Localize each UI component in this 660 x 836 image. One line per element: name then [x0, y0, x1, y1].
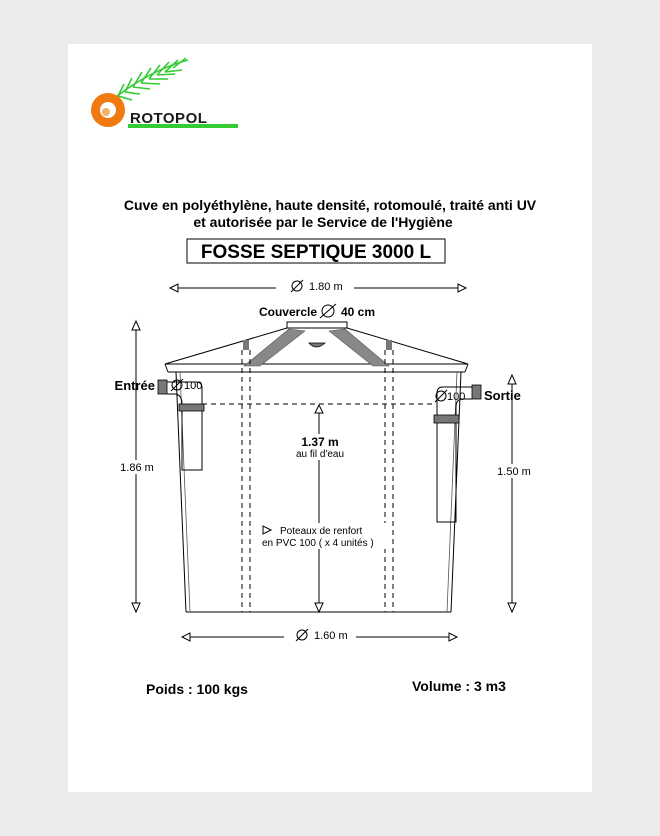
outlet-height-value: 1.50 m	[497, 466, 531, 478]
brand-name: ROTOPOL	[130, 110, 208, 127]
palm-leaf-icon	[112, 58, 188, 100]
description-line-2: et autorisée par le Service de l'Hygiène	[193, 214, 453, 230]
cover-lid	[287, 322, 347, 328]
rotopol-logo	[91, 58, 238, 128]
posts-label	[258, 523, 388, 549]
page-title: FOSSE SEPTIQUE 3000 L	[200, 242, 432, 263]
weight-label: Poids : 100 kgs	[146, 681, 248, 697]
outlet-height-dimension	[490, 375, 536, 612]
total-height-dimension	[112, 321, 160, 612]
posts-label-line-1: Poteaux de renfort	[280, 526, 363, 537]
top-diameter-dimension	[170, 280, 466, 294]
posts-label-line-2: en PVC 100 ( x 4 unités )	[262, 538, 374, 549]
sun-icon	[91, 93, 125, 127]
cover-diameter-value: 40 cm	[341, 305, 376, 319]
outlet-pipe-size: 100	[447, 391, 466, 403]
water-depth-value: 1.37 m	[301, 435, 339, 449]
water-depth-dimension	[288, 405, 352, 612]
inlet-pipe-size: 100	[184, 380, 203, 392]
bottom-diameter-value: 1.60 m	[314, 630, 348, 642]
tank-body	[165, 322, 468, 612]
inlet-label: Entrée	[114, 378, 155, 393]
volume-label: Volume : 3 m3	[412, 678, 506, 694]
cover-label	[259, 304, 375, 319]
outlet-label: Sortie	[484, 388, 521, 403]
reinforcement-posts	[242, 340, 393, 612]
top-diameter-value: 1.80 m	[309, 281, 343, 293]
diameter-icon	[320, 304, 336, 318]
bottom-diameter-dimension	[182, 629, 457, 643]
description-line-1: Cuve en polyéthylène, haute densité, rotomoulé, traité anti UV	[123, 197, 537, 213]
cover-label-text: Couvercle	[258, 305, 317, 319]
water-depth-note: au fil d'eau	[295, 449, 345, 460]
total-height-value: 1.86 m	[120, 462, 154, 474]
